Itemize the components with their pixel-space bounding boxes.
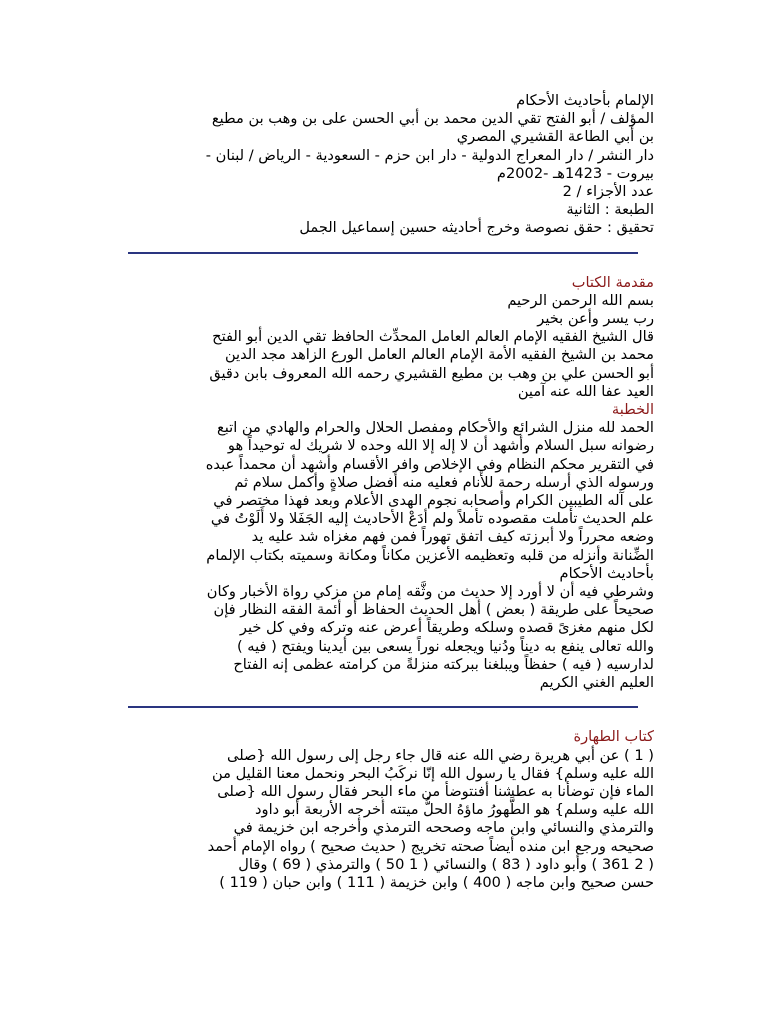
text-line: بأحاديث الأحكام [559, 564, 654, 582]
publisher-line: دار النشر / دار المعراج الدولية - دار ابن حزم - السعودية - الرياض / لبنان - [205, 146, 654, 164]
text-line: ورسوله الذي أرسله رحمة للأنام فعليه منه أفضل صلاةٍ وأكمل سلام ثم [234, 473, 654, 491]
text-line: العليم الغني الكريم [539, 674, 654, 692]
text-line: الضِّنانة وأنزله من قلبه وتعظيمه الأعزين مكاناً ومكانة وسميته بكتاب الإلمام [206, 546, 654, 564]
text-line: الله عليه وسلم} هو الطَّهورُ ماؤهُ الحلُّ ميتته أخرجه الأربعة أبو داود [255, 801, 654, 819]
text-line: حسن صحيح وابن ماجه ( 400 ) وابن خزيمة ( 111 ) وابن حبان ( 119 ) [219, 873, 654, 891]
text-line: صحيحاً على طريقة ( بعض ) أهل الحديث الحفاظ أو أئمة الفقه النظار فإن [213, 601, 654, 619]
document-page [118, 92, 654, 892]
publisher-line-cont: بيروت - 1423هـ -2002م [496, 164, 654, 182]
text-line: على آله الطيبين الكرام وأصحابه نجوم الهدى الأعلام وبعد فهذا مختصر في [213, 492, 654, 510]
text-line: في التقرير محكم النظام وفي الإخلاص وافر الأقسام وأشهد أن محمداً عبده [205, 455, 654, 473]
author-line-cont: بن أبي الطاعة القشيري المصري [456, 128, 654, 146]
text-line: وشرطي فيه أن لا أورد إلا حديث من وثَّقه إمام من مزكي رواة الأخبار وكان [206, 583, 654, 601]
text-line: لكل منهم مغزىً قصده وسلكه وطريقاً أعرض عنه وتركه وفي كل خير [239, 619, 654, 637]
khutba-heading: الخطبة [611, 401, 654, 419]
book-info [118, 92, 654, 238]
volumes-line: عدد الأجزاء / 2 [562, 183, 654, 201]
tahara-heading: كتاب الطهارة [573, 728, 654, 746]
text-line: قال الشيخ الفقيه الإمام العالم العامل المحدِّث الحافظ تقي الدين أبو الفتح [212, 328, 654, 346]
text-line: ( 1 ) عن أبي هريرة رضي الله عنه قال جاء رجل إلى رسول الله {صلى [227, 746, 654, 764]
text-line: الحمد لله منزل الشرائع والأحكام ومفصل الحلال والحرام والهادي من اتبع [217, 419, 654, 437]
text-line: العيد عفا الله عنه آمين [517, 382, 654, 400]
text-line: والترمذي والنسائي وابن ماجه وصححه الترمذي وأخرجه ابن خزيمة في [233, 819, 654, 837]
editor-line: تحقيق : حقق نصوصة وخرج أحاديثه حسين إسماعيل الجمل [299, 219, 654, 237]
text-line: وضعه محرراً ولا أبرزته كيف اتفق تهوراً فمن فهم مغزاه شد عليه يد [251, 528, 654, 546]
text-line: صحيحه ورجع ابن منده أيضاً صحته تخريج ( حديث صحيح ) رواه الإمام أحمد [207, 837, 654, 855]
khutba-section [118, 401, 654, 692]
author-line: المؤلف / أبو الفتح تقي الدين محمد بن أبي الحسن على بن وهب بن مطيع [211, 110, 654, 128]
text-line: لدارسيه ( فيه ) حفظاً ويبلغنا ببركته منزلةً من كرامته عظمى إنه الفتاح [233, 655, 654, 673]
intro-section [118, 274, 654, 401]
intro-heading: مقدمة الكتاب [571, 273, 654, 291]
text-line: أبو الحسن علي بن وهب بن مطيع القشيري رحمه الله المعروف بابن دقيق [209, 364, 654, 382]
text-line: الماء فإن توضأنا به عطشنا أفنتوضأ من ماء البحر فقال رسول الله {صلى [217, 782, 654, 800]
book-title: الإلمام بأحاديث الأحكام [516, 92, 654, 109]
edition-line: الطبعة : الثانية [566, 201, 654, 219]
text-line: ( 2 361 ) وأبو داود ( 83 ) والنسائي ( 1 50 ) والترمذي ( 69 ) وقال [238, 855, 654, 873]
text-line: محمد بن الشيخ الفقيه الأمة الإمام العالم العامل الورع الزاهد مجد الدين [224, 346, 654, 364]
text-line: الله عليه وسلم} فقال يا رسول الله إنّا نركَبُ البحر ونحمل معنا القليل من [212, 764, 654, 782]
text-line: رب يسر وأعن بخير [537, 310, 654, 328]
tahara-section [118, 728, 654, 892]
text-line: علم الحديث تأملت مقصوده تأملاً ولم أدَعْ الأحاديث إليه الجَفَلا ولا أَلَوْتُ في [210, 510, 654, 528]
text-line: رضوانه سبل السلام وأشهد أن لا إله إلا الله وحده لا شريك له توحيداً هو [227, 437, 654, 455]
text-line: والله تعالى ينفع به ديناً ودُنيا ويجعله نوراً يسعى بين أيدينا ويفتح ( فيه ) [236, 637, 654, 655]
text-line: بسم الله الرحمن الرحيم [507, 291, 654, 309]
